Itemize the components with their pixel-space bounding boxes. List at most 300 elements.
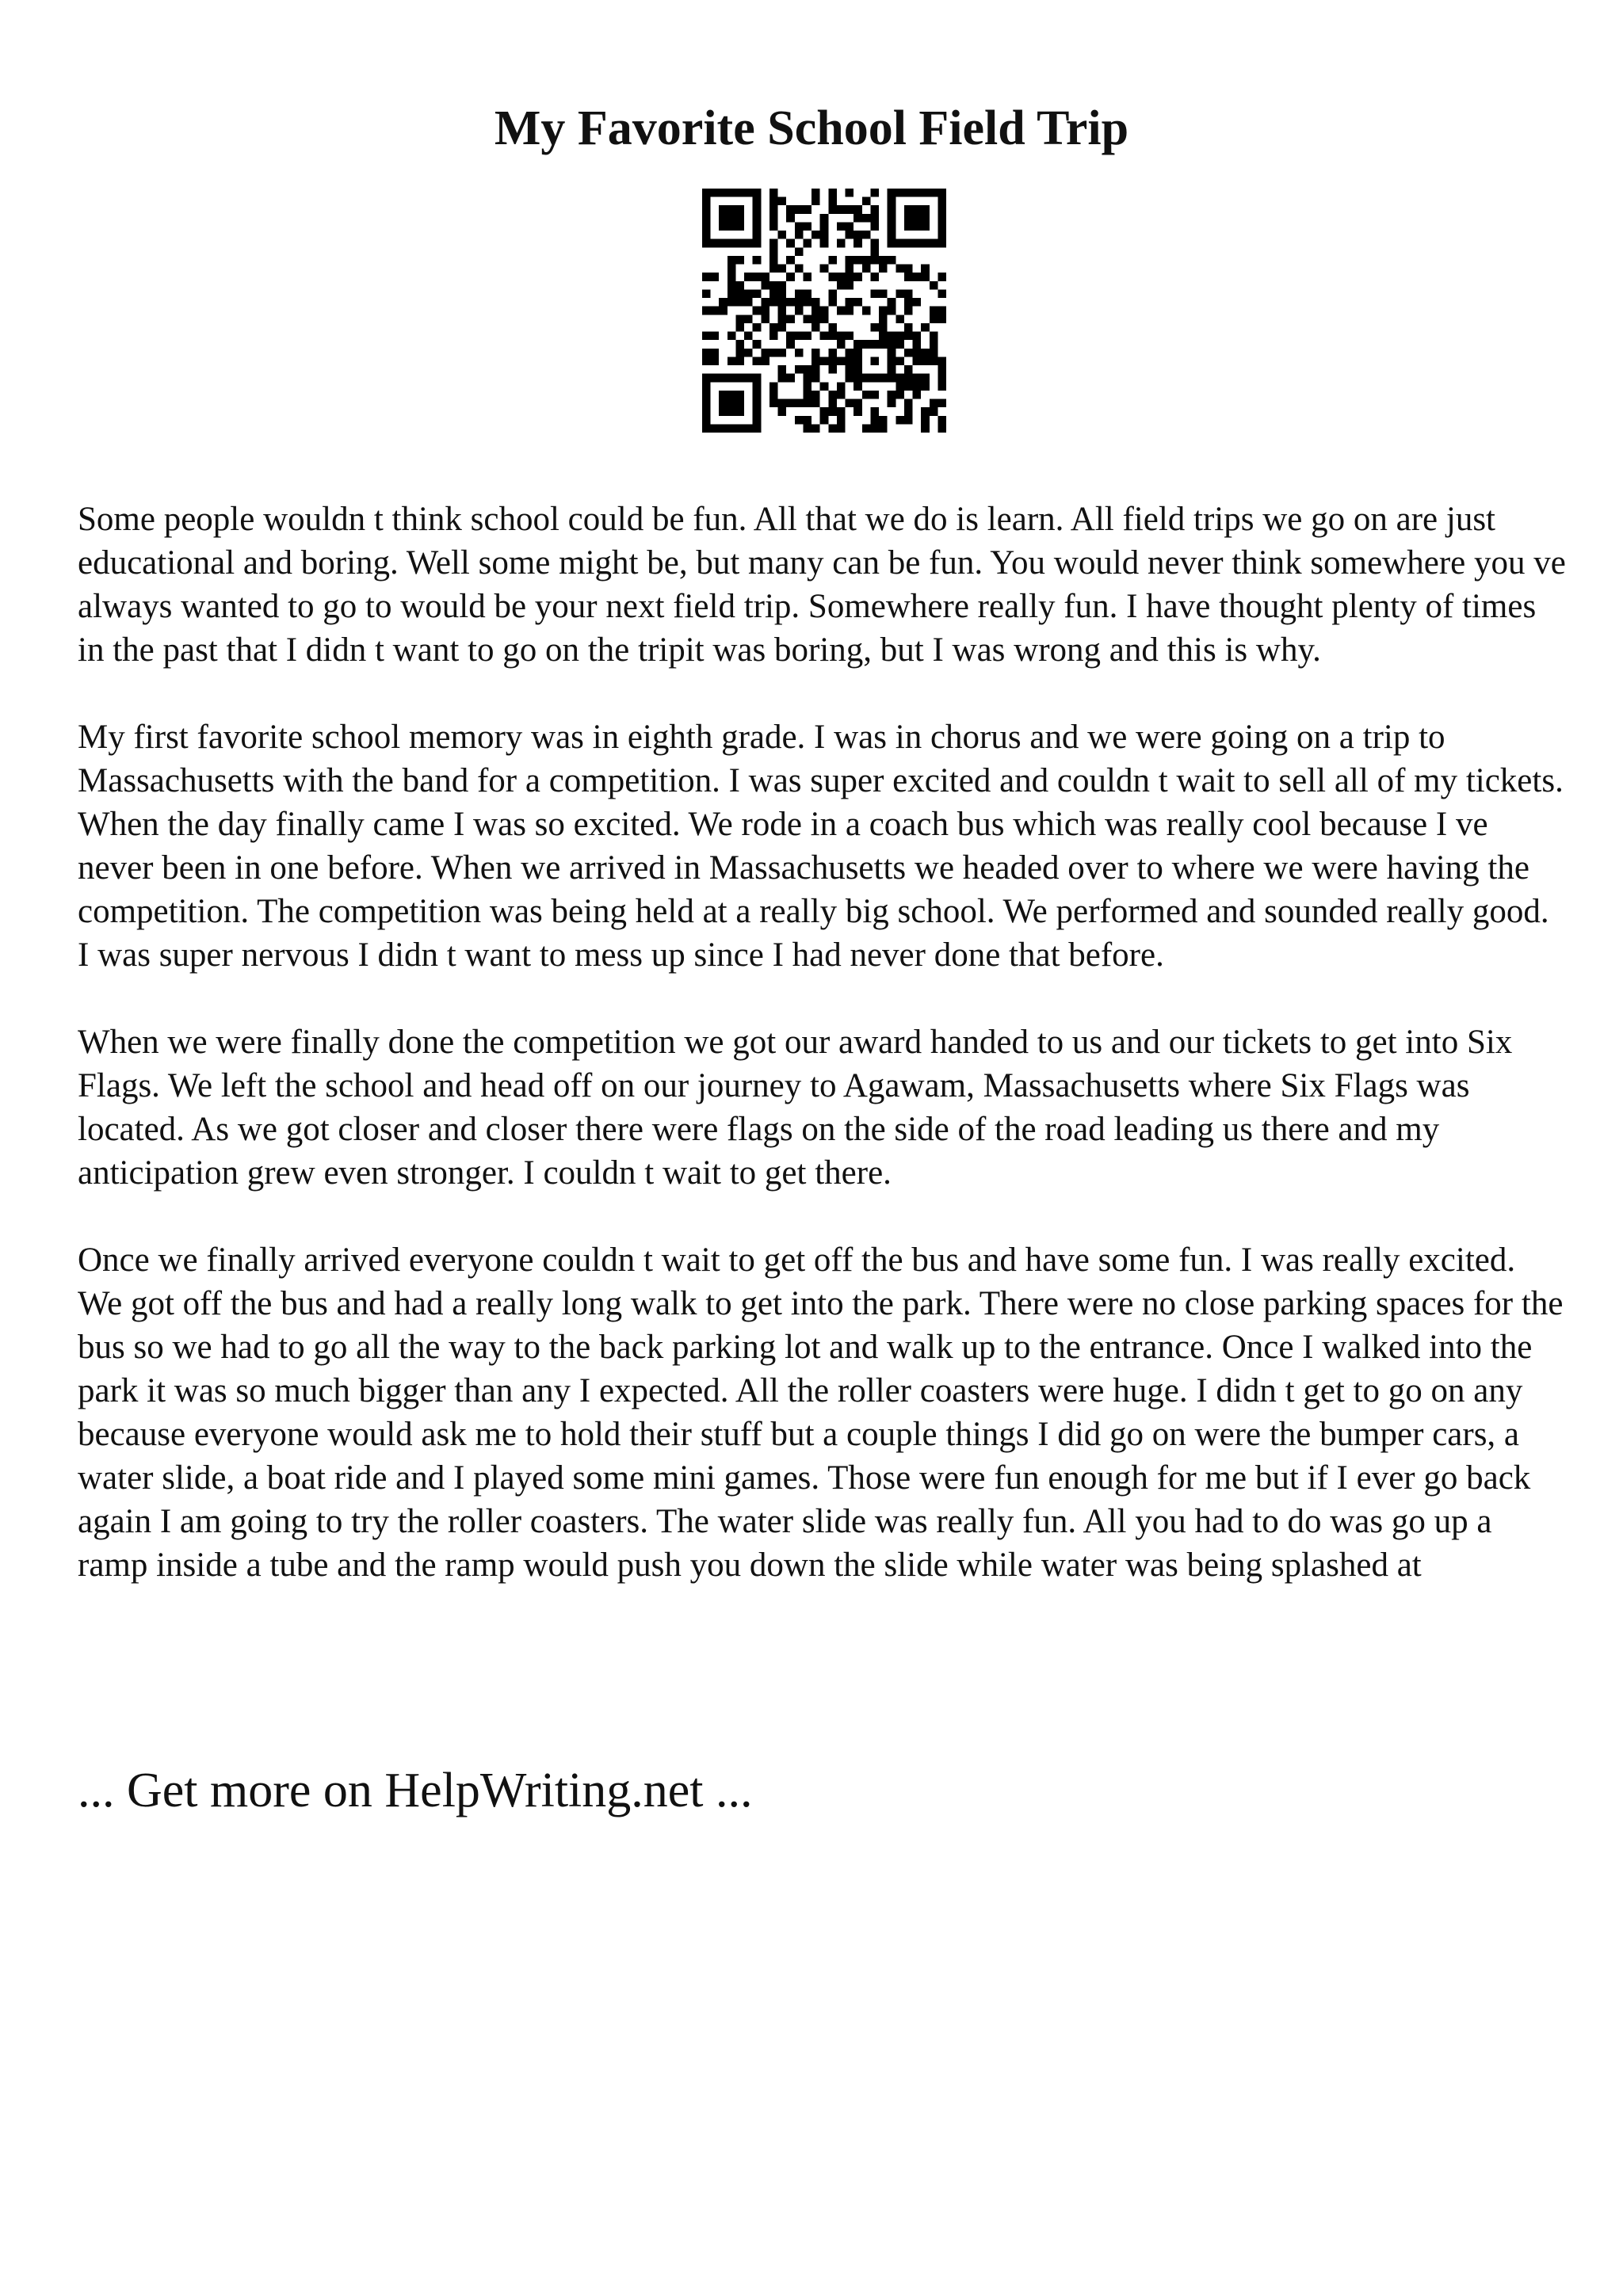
qr-module <box>904 365 913 374</box>
qr-module <box>938 231 946 239</box>
qr-module <box>702 357 711 365</box>
qr-module <box>735 281 744 290</box>
paragraph: Some people wouldn t think school could be fun. All that we do is learn. All field trips we go on are just educational and boring. Well some might be, but many can be fun. You would never think somewhere you ve always wanted to go to would be your next field trip. Somewhere really fun. I have thought plenty of times in the past that I didn t want to go on the tripit was boring, but I was wrong and this is why. <box>78 501 1566 669</box>
qr-module <box>812 424 820 433</box>
qr-module <box>727 332 736 341</box>
qr-module <box>846 189 854 197</box>
qr-module <box>930 407 938 416</box>
qr-module <box>846 307 854 315</box>
qr-module <box>702 289 711 298</box>
qr-module <box>753 374 762 383</box>
qr-module <box>702 416 711 425</box>
qr-module <box>904 239 913 248</box>
qr-module <box>820 357 829 365</box>
qr-module <box>904 407 913 416</box>
qr-module <box>753 197 762 206</box>
qr-module <box>769 332 778 341</box>
qr-module <box>735 214 744 223</box>
qr-module <box>930 189 938 197</box>
qr-module <box>786 315 795 323</box>
qr-module <box>828 399 837 408</box>
qr-module <box>769 222 778 231</box>
qr-module <box>753 289 762 298</box>
qr-module <box>904 416 913 425</box>
qr-module <box>846 349 854 357</box>
qr-module <box>778 298 787 307</box>
qr-module <box>702 307 711 315</box>
qr-module <box>870 340 879 349</box>
qr-module <box>896 189 904 197</box>
qr-module <box>921 189 930 197</box>
qr-module <box>870 189 879 197</box>
qr-module <box>711 307 720 315</box>
qr-module <box>786 399 795 408</box>
qr-module <box>837 281 846 290</box>
qr-module <box>854 340 862 349</box>
qr-module <box>820 315 829 323</box>
qr-module <box>727 391 736 399</box>
qr-module <box>828 289 837 298</box>
qr-module <box>711 357 720 365</box>
qr-module <box>896 416 904 425</box>
qr-module <box>913 349 922 357</box>
qr-module <box>727 256 736 265</box>
qr-module <box>904 298 913 307</box>
qr-module <box>913 298 922 307</box>
qr-module <box>837 307 846 315</box>
qr-module <box>879 340 888 349</box>
qr-module <box>896 374 904 383</box>
qr-module <box>828 424 837 433</box>
qr-module <box>803 391 812 399</box>
qr-module <box>904 382 913 391</box>
qr-module <box>921 239 930 248</box>
qr-module <box>778 349 787 357</box>
paragraph: When we were finally done the competition we got our award handed to us and our tickets to get into Six Flags. We left the school and head off on our journey to Agawam, Massachusetts where Six Flags was located. As we got closer and closer there were flags on the side of the road leading us there and my anticipation grew even stronger. I couldn t wait to get there. <box>78 1024 1513 1192</box>
qr-module <box>727 265 736 273</box>
qr-module <box>803 424 812 433</box>
qr-module <box>735 391 744 399</box>
qr-module <box>702 424 711 433</box>
qr-module <box>837 424 846 433</box>
qr-module <box>711 424 720 433</box>
qr-module <box>812 391 820 399</box>
qr-module <box>795 205 804 214</box>
qr-module <box>778 365 787 374</box>
qr-module <box>870 407 879 416</box>
qr-module <box>778 374 787 383</box>
qr-module <box>702 222 711 231</box>
qr-module <box>795 298 804 307</box>
qr-module <box>921 214 930 223</box>
qr-module <box>846 222 854 231</box>
qr-module <box>711 374 720 383</box>
qr-module <box>744 189 753 197</box>
qr-module <box>795 222 804 231</box>
qr-module <box>879 332 888 341</box>
qr-module <box>913 374 922 383</box>
qr-module <box>938 382 946 391</box>
qr-module <box>888 374 896 383</box>
qr-module <box>753 189 762 197</box>
qr-module <box>820 222 829 231</box>
qr-module <box>786 298 795 307</box>
qr-module <box>702 399 711 408</box>
qr-module <box>870 273 879 281</box>
qr-module <box>753 256 762 265</box>
qr-module <box>753 323 762 332</box>
qr-module <box>879 289 888 298</box>
qr-module <box>803 273 812 281</box>
qr-module <box>702 407 711 416</box>
qr-module <box>711 273 720 281</box>
qr-module <box>753 424 762 433</box>
qr-module <box>837 205 846 214</box>
qr-module <box>879 315 888 323</box>
qr-module <box>896 357 904 365</box>
qr-module <box>727 357 736 365</box>
qr-module <box>921 357 930 365</box>
qr-module <box>896 382 904 391</box>
qr-module <box>769 289 778 298</box>
qr-module <box>769 239 778 248</box>
qr-module <box>904 222 913 231</box>
qr-module <box>938 239 946 248</box>
qr-module <box>846 256 854 265</box>
qr-module <box>795 399 804 408</box>
qr-module <box>904 273 913 281</box>
qr-module <box>938 416 946 425</box>
qr-module <box>904 205 913 214</box>
qr-module <box>761 307 769 315</box>
qr-module <box>846 365 854 374</box>
page-title: My Favorite School Field Trip <box>494 101 1129 155</box>
qr-module <box>735 189 744 197</box>
qr-module <box>837 273 846 281</box>
qr-module <box>778 399 787 408</box>
qr-module <box>727 205 736 214</box>
qr-module <box>820 332 829 341</box>
qr-module <box>828 407 837 416</box>
qr-module <box>812 189 820 197</box>
qr-module <box>761 315 769 323</box>
qr-module <box>702 349 711 357</box>
qr-module <box>837 239 846 248</box>
qr-module <box>735 349 744 357</box>
qr-module <box>938 189 946 197</box>
qr-module <box>820 416 829 425</box>
qr-module <box>795 365 804 374</box>
qr-module <box>837 407 846 416</box>
qr-module <box>938 374 946 383</box>
qr-module <box>735 298 744 307</box>
qr-module <box>735 323 744 332</box>
get-more-link[interactable]: ... Get more on HelpWriting.net ... <box>78 1764 753 1817</box>
qr-module <box>896 332 904 341</box>
qr-module <box>778 323 787 332</box>
qr-module <box>904 374 913 383</box>
qr-module <box>837 222 846 231</box>
qr-module <box>870 239 879 248</box>
qr-module <box>870 424 879 433</box>
qr-module <box>769 349 778 357</box>
qr-module <box>913 391 922 399</box>
qr-module <box>938 424 946 433</box>
qr-module <box>846 205 854 214</box>
qr-module <box>727 273 736 281</box>
qr-module <box>803 239 812 248</box>
qr-module <box>879 416 888 425</box>
qr-module <box>753 222 762 231</box>
qr-module <box>888 222 896 231</box>
qr-module <box>870 323 879 332</box>
qr-module <box>938 197 946 206</box>
qr-module <box>769 382 778 391</box>
qr-module <box>778 281 787 290</box>
qr-module <box>702 273 711 281</box>
qr-module <box>870 214 879 223</box>
qr-module <box>761 281 769 290</box>
qr-module <box>904 289 913 298</box>
qr-module <box>854 365 862 374</box>
qr-module <box>904 349 913 357</box>
qr-module <box>786 340 795 349</box>
qr-module <box>828 298 837 307</box>
qr-module <box>938 307 946 315</box>
qr-module <box>921 424 930 433</box>
qr-module <box>921 349 930 357</box>
qr-module <box>702 382 711 391</box>
qr-module <box>727 281 736 290</box>
qr-module <box>753 239 762 248</box>
qr-module <box>744 424 753 433</box>
qr-module <box>820 265 829 273</box>
qr-module <box>921 205 930 214</box>
qr-module <box>769 205 778 214</box>
qr-module <box>913 239 922 248</box>
qr-module <box>786 214 795 223</box>
qr-module <box>828 323 837 332</box>
qr-module <box>719 189 727 197</box>
qr-module <box>930 349 938 357</box>
qr-module <box>930 307 938 315</box>
qr-module <box>828 256 837 265</box>
qr-module <box>778 197 787 206</box>
qr-module <box>921 323 930 332</box>
qr-module <box>921 416 930 425</box>
qr-module <box>930 332 938 341</box>
qr-module <box>727 289 736 298</box>
qr-module <box>879 307 888 315</box>
qr-module <box>896 391 904 399</box>
qr-module <box>711 332 720 341</box>
qr-module <box>812 374 820 383</box>
qr-module <box>879 265 888 273</box>
qr-module <box>921 374 930 383</box>
qr-module <box>862 197 871 206</box>
qr-module <box>744 298 753 307</box>
qr-module <box>786 332 795 341</box>
qr-module <box>879 256 888 265</box>
qr-module <box>719 399 727 408</box>
qr-module <box>803 289 812 298</box>
qr-module <box>921 407 930 416</box>
qr-module <box>778 231 787 239</box>
qr-module <box>904 323 913 332</box>
qr-module <box>735 256 744 265</box>
qr-module <box>888 298 896 307</box>
qr-module <box>769 399 778 408</box>
qr-module <box>828 205 837 214</box>
qr-module <box>795 265 804 273</box>
qr-module <box>803 315 812 323</box>
qr-module <box>828 349 837 357</box>
qr-module <box>854 382 862 391</box>
qr-module <box>846 399 854 408</box>
qr-module <box>769 256 778 265</box>
qr-module <box>812 357 820 365</box>
qr-module <box>795 332 804 341</box>
qr-module <box>854 374 862 383</box>
qr-module <box>837 332 846 341</box>
qr-module <box>938 273 946 281</box>
qr-module <box>870 222 879 231</box>
qr-module <box>896 315 904 323</box>
qr-module <box>854 357 862 365</box>
qr-module <box>761 349 769 357</box>
qr-module <box>786 205 795 214</box>
qr-module <box>803 222 812 231</box>
qr-module <box>913 340 922 349</box>
qr-module <box>761 298 769 307</box>
qr-module <box>828 189 837 197</box>
qr-module <box>812 231 820 239</box>
qr-module <box>921 265 930 273</box>
qr-module <box>702 239 711 248</box>
qr-module <box>938 222 946 231</box>
qr-module <box>921 222 930 231</box>
qr-module <box>744 315 753 323</box>
qr-module <box>803 374 812 383</box>
qr-module <box>786 256 795 265</box>
qr-module <box>735 205 744 214</box>
qr-module <box>828 332 837 341</box>
qr-module <box>778 315 787 323</box>
qr-module <box>769 391 778 399</box>
qr-module <box>744 332 753 341</box>
qr-module <box>711 239 720 248</box>
qr-module <box>727 239 736 248</box>
qr-module <box>702 189 711 197</box>
qr-module <box>854 214 862 223</box>
qr-module <box>727 298 736 307</box>
qr-module <box>862 231 871 239</box>
qr-module <box>921 382 930 391</box>
qr-module <box>719 391 727 399</box>
qr-module <box>702 205 711 214</box>
qr-module <box>753 399 762 408</box>
qr-module <box>879 323 888 332</box>
qr-module <box>753 231 762 239</box>
qr-code-icon <box>702 189 946 433</box>
qr-module <box>862 265 871 273</box>
qr-module <box>888 391 896 399</box>
qr-module <box>854 256 862 265</box>
qr-module <box>888 307 896 315</box>
qr-module <box>930 315 938 323</box>
qr-module <box>913 214 922 223</box>
qr-module <box>913 382 922 391</box>
qr-module <box>888 214 896 223</box>
qr-module <box>938 205 946 214</box>
qr-module <box>913 332 922 341</box>
qr-module <box>846 281 854 290</box>
qr-module <box>854 407 862 416</box>
qr-module <box>820 307 829 315</box>
qr-module <box>846 265 854 273</box>
qr-module <box>913 205 922 214</box>
qr-module <box>803 416 812 425</box>
qr-module <box>854 349 862 357</box>
qr-module <box>727 222 736 231</box>
qr-module <box>735 340 744 349</box>
qr-module <box>879 424 888 433</box>
qr-module <box>820 382 829 391</box>
qr-module <box>727 189 736 197</box>
qr-module <box>837 391 846 399</box>
qr-module <box>744 273 753 281</box>
qr-module <box>753 307 762 315</box>
qr-module <box>870 205 879 214</box>
qr-module <box>930 340 938 349</box>
qr-module <box>753 416 762 425</box>
qr-module <box>930 357 938 365</box>
qr-module <box>820 214 829 223</box>
qr-module <box>870 391 879 399</box>
qr-module <box>938 357 946 365</box>
qr-module <box>870 256 879 265</box>
qr-module <box>828 197 837 206</box>
qr-module <box>938 315 946 323</box>
qr-module <box>702 231 711 239</box>
qr-module <box>735 357 744 365</box>
qr-module <box>719 214 727 223</box>
qr-module <box>904 332 913 341</box>
qr-module <box>769 281 778 290</box>
qr-module <box>888 256 896 265</box>
qr-module <box>921 273 930 281</box>
qr-module <box>854 298 862 307</box>
qr-module <box>862 340 871 349</box>
qr-module <box>786 239 795 248</box>
qr-module <box>719 407 727 416</box>
qr-module <box>711 349 720 357</box>
qr-module <box>727 399 736 408</box>
qr-module <box>913 222 922 231</box>
qr-module <box>744 289 753 298</box>
qr-module <box>904 399 913 408</box>
qr-module <box>727 214 736 223</box>
paragraph: Once we finally arrived everyone couldn t wait to get off the bus and have some fun. I was really excited. We got off the bus and had a really long walk to get into the park. There were no close parking spaces for the bus so we had to go all the way to the back parking lot and walk up to the entrance. Once I walked into the park it was so much bigger than any I expected. All the roller coasters were huge. I didn t get to go on any because everyone would ask me to hold their stuff but a couple things I did go on were the bumper cars, a water slide, a boat ride and I played some mini games. Those were fun enough for me but if I ever go back again I am going to try the roller coasters. The water slide was really fun. All you had to do was go up a ramp inside a tube and the ramp would push you down the slide while water was being splashed at <box>78 1241 1564 1584</box>
qr-module <box>769 189 778 197</box>
qr-module <box>879 374 888 383</box>
qr-module <box>753 357 762 365</box>
qr-module <box>769 323 778 332</box>
qr-module <box>803 399 812 408</box>
qr-module <box>888 239 896 248</box>
qr-module <box>735 222 744 231</box>
qr-module <box>862 374 871 383</box>
